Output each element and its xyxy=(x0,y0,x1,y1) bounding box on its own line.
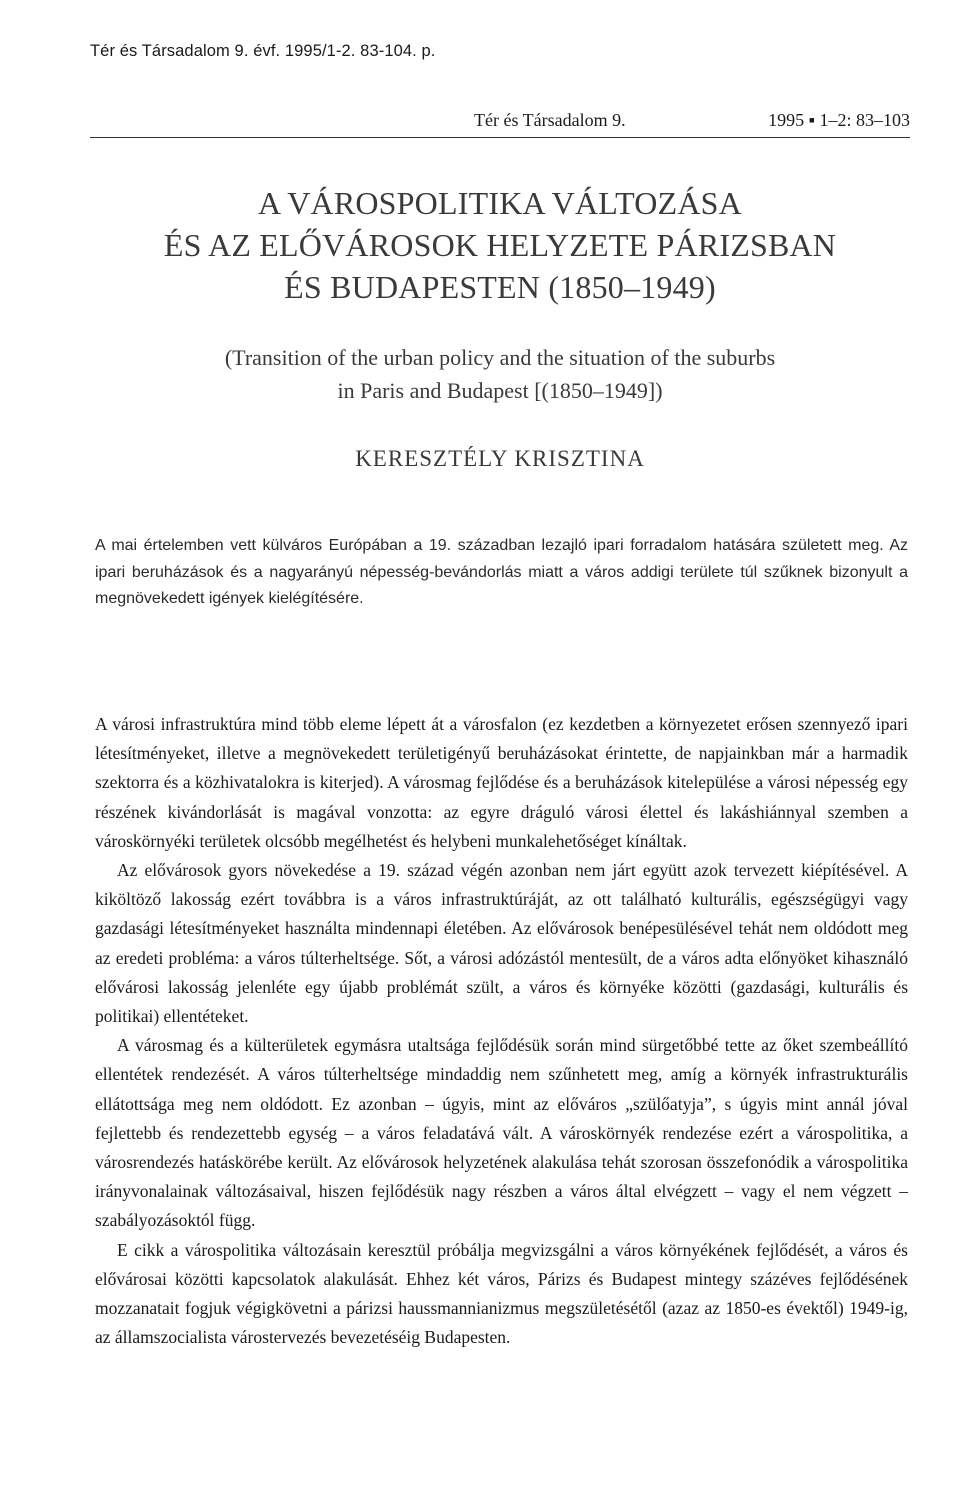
subtitle-line-2: in Paris and Budapest [(1850–1949]) xyxy=(337,378,663,403)
title-line-3: ÉS BUDAPESTEN (1850–1949) xyxy=(284,269,716,305)
title-line-1: A VÁROSPOLITIKA VÁLTOZÁSA xyxy=(258,185,742,221)
abstract: A mai értelemben vett külváros Európában a 19. században lezajló ipari forradalom hatására született meg. Az ipari beruházások és a nagyarányú népesség-bevándorlás miatt a város addigi területe túl szűknek bizonyult a megnövekedett igények kielégítésére. xyxy=(95,537,908,607)
paragraph-4: E cikk a várospolitika változásain keresztül próbálja megvizsgálni a város környékének fejlődését, a város és elővárosai közötti kapcsolatok alakulását. Ehhez két város, Párizs és Budapest mintegy százéves fejlődésének mozzanatait fogjuk végigkövetni a párizsi haussmannianizmus megszületésétől (azaz az 1850-es évektől) 1949-ig, az államszocialista várostervezés bevezetéséig Budapesten. xyxy=(95,1239,908,1348)
subtitle-line-1: (Transition of the urban policy and the situation of the suburbs xyxy=(224,345,776,370)
issue-pages: 1995 ▪ 1–2: 83–103 xyxy=(768,110,910,130)
author-name: KERESZTÉLY KRISZTINA xyxy=(355,446,645,471)
title-line-2: ÉS AZ ELŐVÁROSOK HELYZETE PÁRIZSBAN xyxy=(163,227,837,263)
article-title xyxy=(90,182,910,308)
paragraph-1: A városi infrastruktúra mind több eleme lépett át a városfalon (ez kezdetben a környezetet erősen szennyező ipari létesítményeket, illetve a megnövekedett területigényű beruházásokat érintette, de napjainkban már a harmadik szektorra és a közhivatalokra is kiterjed). A városmag fejlődése és a beruházások kitelepülése a városi népesség egy részének kivándorlását is magával vonzotta: az egyre dráguló városi élettel és lakáshiánnyal szemben a városkörnyéki területek olcsóbb megélhetést és helybeni munkalehetőséget kínáltak. xyxy=(95,714,908,851)
article-body xyxy=(95,710,908,1352)
citation-note: Tér és Társadalom 9. évf. 1995/1-2. 83-104. p. xyxy=(90,42,436,60)
header-rule xyxy=(90,137,910,138)
paragraph-2: Az elővárosok gyors növekedése a 19. század végén azonban nem járt együtt azok tervezett kiépítésével. A kiköltöző lakosság ezért továbbra is a város infrastruktúráját, az ott található kulturális, egészségügyi vagy gazdasági létesítményeket használta mindennapi életében. Az elővárosok benépesülésével tehát nem oldódott meg az eredeti probléma: a város túlterheltsége. Sőt, a városi adózástól mentesült, de a város adta előnyöket kihasználó elővárosi lakosság jelenléte egy újabb problémát szült, a város és környéke közötti (gazdasági, kulturális és politikai) ellentéteket. xyxy=(95,860,908,1027)
running-head xyxy=(474,110,910,131)
journal-name: Tér és Társadalom 9. xyxy=(474,110,626,130)
paragraph-3: A városmag és a külterületek egymásra utaltsága fejlődésük során mind sürgetőbbé tette az őket szembeállító ellentétek rendezését. A város túlterheltsége mindaddig nem szűnhetett meg, amíg a környék infrastrukturális ellátottsága meg nem oldódott. Ez azonban – úgyis, mint az előváros „szülőatyja”, s úgyis mint annál jóval fejlettebb és rendezettebb egység – a város feladatává vált. A városkörnyék rendezése ezért a várospolitika, a városrendezés hatáskörébe került. Az elővárosok helyzetének alakulása tehát szorosan összefonódik a várospolitika irányvonalainak változásaival, hiszen fejlődésük nagy részben a város által elvégzett – vagy el nem végzett – szabályozásoktól függ. xyxy=(95,1035,908,1231)
english-subtitle xyxy=(90,341,910,407)
